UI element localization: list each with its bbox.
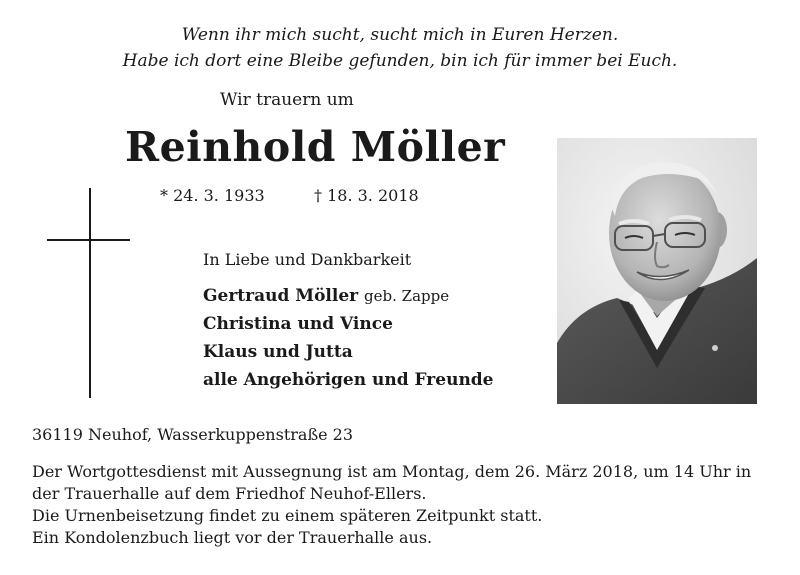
notice-line-4: Ein Kondolenzbuch liegt vor der Trauerhalle aus. (32, 528, 433, 547)
service-notice (32, 461, 751, 549)
quote-line-2: Habe ich dort eine Bleibe gefunden, bin ich für immer bei Euch. (122, 51, 678, 71)
portrait-photo (557, 138, 757, 404)
love-line: In Liebe und Dankbarkeit (203, 250, 412, 269)
notice-line-1: Der Wortgottesdienst mit Aussegnung ist am Montag, dem 26. März 2018, um 14 Uhr in (32, 462, 752, 481)
notice-line-3: Die Urnenbeisetzung findet zu einem späteren Zeitpunkt statt. (32, 506, 543, 525)
mourners-list (203, 282, 494, 394)
mourning-intro: Wir trauern um (220, 90, 354, 110)
cross-icon-bar (47, 239, 130, 241)
portrait-drawing (557, 138, 757, 404)
mourner-row: alle Angehörigen und Freunde (203, 370, 494, 390)
birth-date: * 24. 3. 1933 (160, 186, 265, 205)
deceased-name: Reinhold Möller (125, 123, 506, 171)
mourner-row: Klaus und Jutta (203, 342, 353, 362)
address: 36119 Neuhof, Wasserkuppenstraße 23 (32, 425, 354, 444)
mourner-row: Christina und Vince (203, 314, 393, 334)
death-date: † 18. 3. 2018 (314, 186, 419, 205)
epitaph-quote (0, 22, 800, 74)
mourner-name: Gertraud Möller (203, 286, 359, 306)
quote-line-1: Wenn ihr mich sucht, sucht mich in Euren Herzen. (181, 25, 619, 45)
cross-icon (89, 188, 91, 398)
maiden-name-note: geb. Zappe (364, 287, 450, 305)
mourner-row (203, 282, 494, 310)
notice-line-2: der Trauerhalle auf dem Friedhof Neuhof-Ellers. (32, 484, 427, 503)
